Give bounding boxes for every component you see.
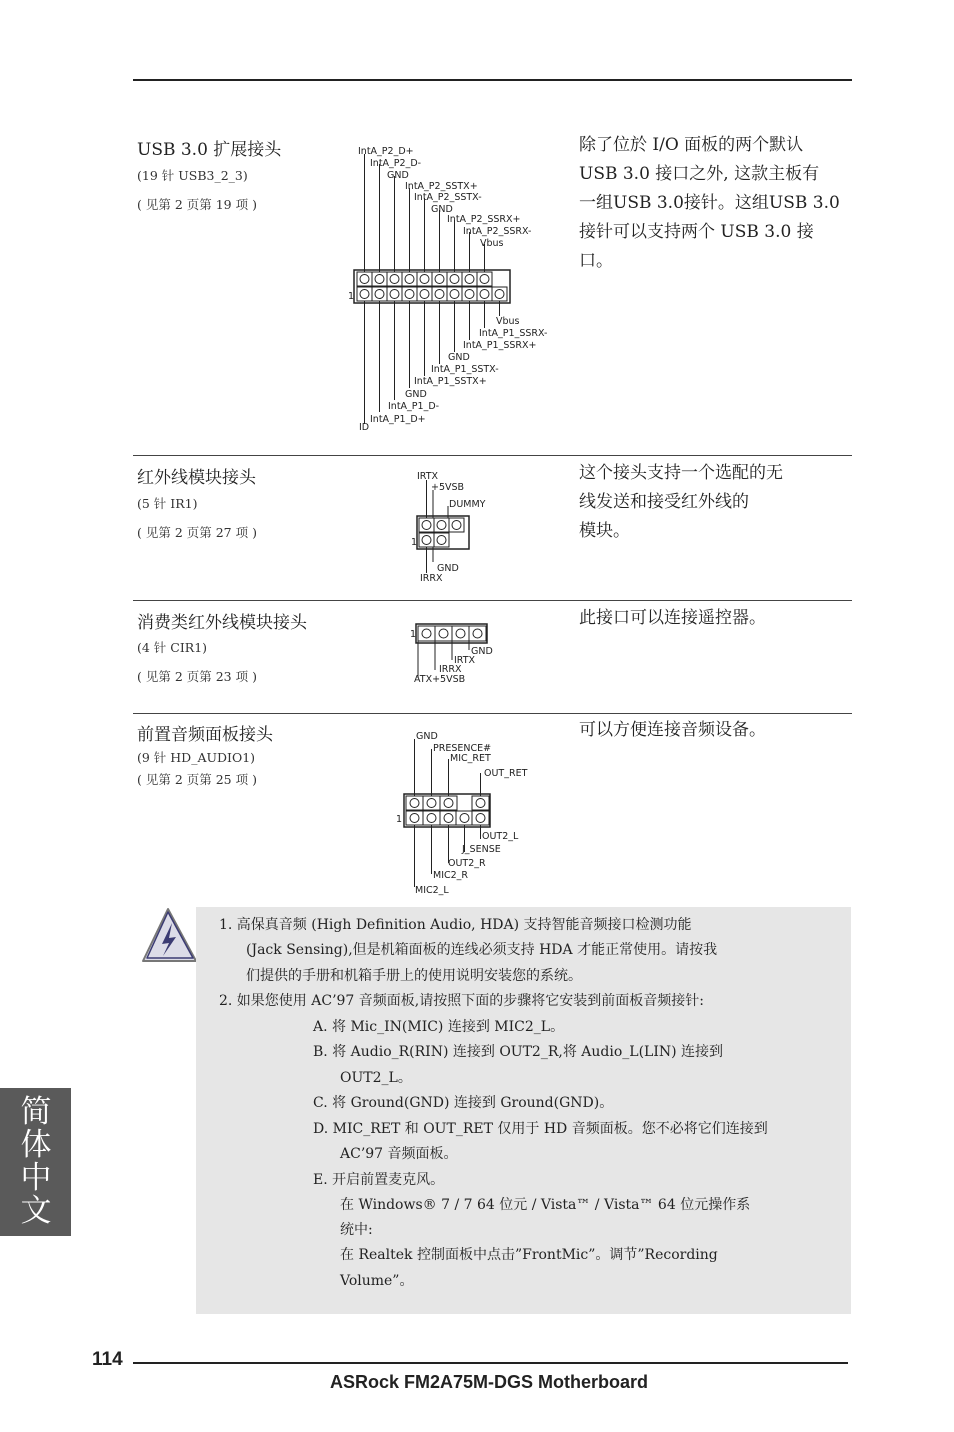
note-line: 在 Windows® 7 / 7 64 位元 / Vista™ / Vista™ 64 位元操作系 [340,1197,751,1213]
pin-label: Vbus [480,238,504,249]
note-line: 统中: [340,1222,373,1238]
language-tab [0,1088,71,1236]
pin-label: IntA_P2_SSRX+ [447,214,521,225]
pin-label: GND [416,731,438,742]
usb3-desc-line: 口。 [579,251,613,271]
pin-label: +5VSB [431,482,465,493]
note-line: (Jack Sensing),但是机箱面板的连线必须支持 HDA 才能正常使用。请按我 [246,942,718,958]
usb3-desc-line: 一组USB 3.0接针。这组USB 3.0 [579,193,840,213]
audio-pin-count: (9 针 HD_AUDIO1) [137,750,256,765]
language-tab-label: 简体中文 [20,1094,52,1229]
cir-header-title: 消费类红外线模块接头 [137,613,307,633]
usb3-desc-line: USB 3.0 接口之外, 这款主板有 [579,164,820,184]
audio-page-ref: ( 见第 2 页第 25 项 ) [137,772,257,787]
pin-label: IntA_P2_SSTX+ [405,181,478,192]
pin-label: IntA_P2_D- [370,158,422,169]
pin-label: ID [359,422,370,433]
pin-label: IntA_P1_SSRX- [479,328,548,339]
pin-label: GND [405,389,427,400]
usb3-pin-count: (19 针 USB3_2_3) [137,168,248,183]
note-line: OUT2_L。 [340,1070,412,1086]
audio-desc-line: 可以方便连接音频设备。 [579,720,766,740]
note-line: A. 将 Mic_IN(MIC) 连接到 MIC2_L。 [313,1019,565,1035]
note-line: D. MIC_RET 和 OUT_RET 仅用于 HD 音频面板。您不必将它们连接到 [313,1121,768,1137]
ir-header-title: 红外线模块接头 [137,468,256,488]
audio-description [579,716,766,745]
pin-label: OUT2_L [482,831,519,842]
pin-label: ATX+5VSB [414,674,466,685]
note-line: 在 Realtek 控制面板中点击”FrontMic”。调节”Recording [340,1247,718,1263]
ir-pin-count: (5 针 IR1) [137,496,198,511]
cir-pin1-marker: 1 [410,629,417,640]
note-line: 们提供的手册和机箱手册上的使用说明安装您的系统。 [246,968,582,984]
note-line: 2. 如果您使用 AC’97 音频面板,请按照下面的步骤将它安装到前面板音频接针: [219,993,704,1009]
cir-desc-line: 此接口可以连接遥控器。 [579,608,766,628]
pin-label: IRRX [439,664,462,675]
pin-label: OUT2_R [448,858,486,869]
ir-desc-line: 线发送和接受红外线的 [579,492,749,512]
audio-pin1-marker: 1 [396,814,403,825]
pin-label: GND [387,170,409,181]
footer-rule [133,1362,848,1364]
pin-label: GND [437,563,459,574]
pin-label: PRESENCE# [433,743,492,754]
pin-label: Vbus [496,316,520,327]
cir-description [579,604,766,633]
pin-label: IRTX [417,471,439,482]
audio-header-title: 前置音频面板接头 [137,725,273,745]
top-rule [133,79,852,81]
pin-label: MIC2_L [415,885,449,896]
audio-pin-diagram [392,727,542,897]
usb3-page-ref: ( 见第 2 页第 19 项 ) [137,197,257,212]
pin-label: IntA_P2_SSRX- [463,226,532,237]
usb3-header-title: USB 3.0 扩展接头 [137,140,282,160]
pin-label: DUMMY [449,499,486,510]
pin-label: IntA_P2_D+ [358,146,414,157]
section-divider [133,713,852,714]
pin-label: GND [471,646,493,657]
ir-pin-diagram [405,468,515,583]
ir-description [579,459,783,546]
pin-label: OUT_RET [484,768,528,779]
pin-label: IntA_P1_SSTX+ [414,376,487,387]
usb3-description [579,131,840,276]
note-line: Volume”。 [340,1273,414,1289]
ir-page-ref: ( 见第 2 页第 27 项 ) [137,525,257,540]
note-line: 1. 高保真音频 (High Definition Audio, HDA) 支持智能音频接口检测功能 [219,917,692,933]
note-line: C. 将 Ground(GND) 连接到 Ground(GND)。 [313,1095,614,1111]
page-number: 114 [92,1349,123,1370]
pin-label: IntA_P1_SSTX- [431,364,499,375]
pin-label: IntA_P2_SSTX- [414,192,482,203]
cir-pin-diagram [405,620,515,690]
pin-label: J_SENSE [462,844,501,855]
ir-pin1-marker: 1 [411,537,418,548]
section-divider [133,455,852,456]
pin-label: MIC2_R [433,870,469,881]
pin-label: IntA_P1_SSRX+ [463,340,537,351]
pin-label: IntA_P1_D- [388,401,440,412]
note-line: E. 开启前置麦克风。 [313,1172,445,1188]
ir-desc-line: 模块。 [579,521,630,541]
pin-label: IRRX [420,573,443,584]
footer-title: ASRock FM2A75M-DGS Motherboard [330,1372,649,1392]
pin-label: IRTX [454,655,476,666]
note-line: AC’97 音频面板。 [340,1146,458,1162]
pin-label: IntA_P1_D+ [370,414,426,425]
note-line: B. 将 Audio_R(RIN) 连接到 OUT2_R,将 Audio_L(LIN) 连接到 [313,1044,724,1060]
usb3-desc-line: 接针可以支持两个 USB 3.0 接 [579,222,814,242]
usb3-desc-line: 除了位於 I/O 面板的两个默认 [579,135,804,155]
ir-desc-line: 这个接头支持一个选配的无 [579,463,783,483]
section-divider [133,600,852,601]
usb3-pin-diagram [345,140,555,435]
pin-label: GND [431,204,453,215]
pin-label: GND [448,352,470,363]
warning-icon [138,906,198,966]
cir-pin-count: (4 针 CIR1) [137,640,208,655]
cir-page-ref: ( 见第 2 页第 23 项 ) [137,669,257,684]
pin-label: MIC_RET [450,753,491,764]
usb3-pin1-marker: 1 [348,291,355,302]
